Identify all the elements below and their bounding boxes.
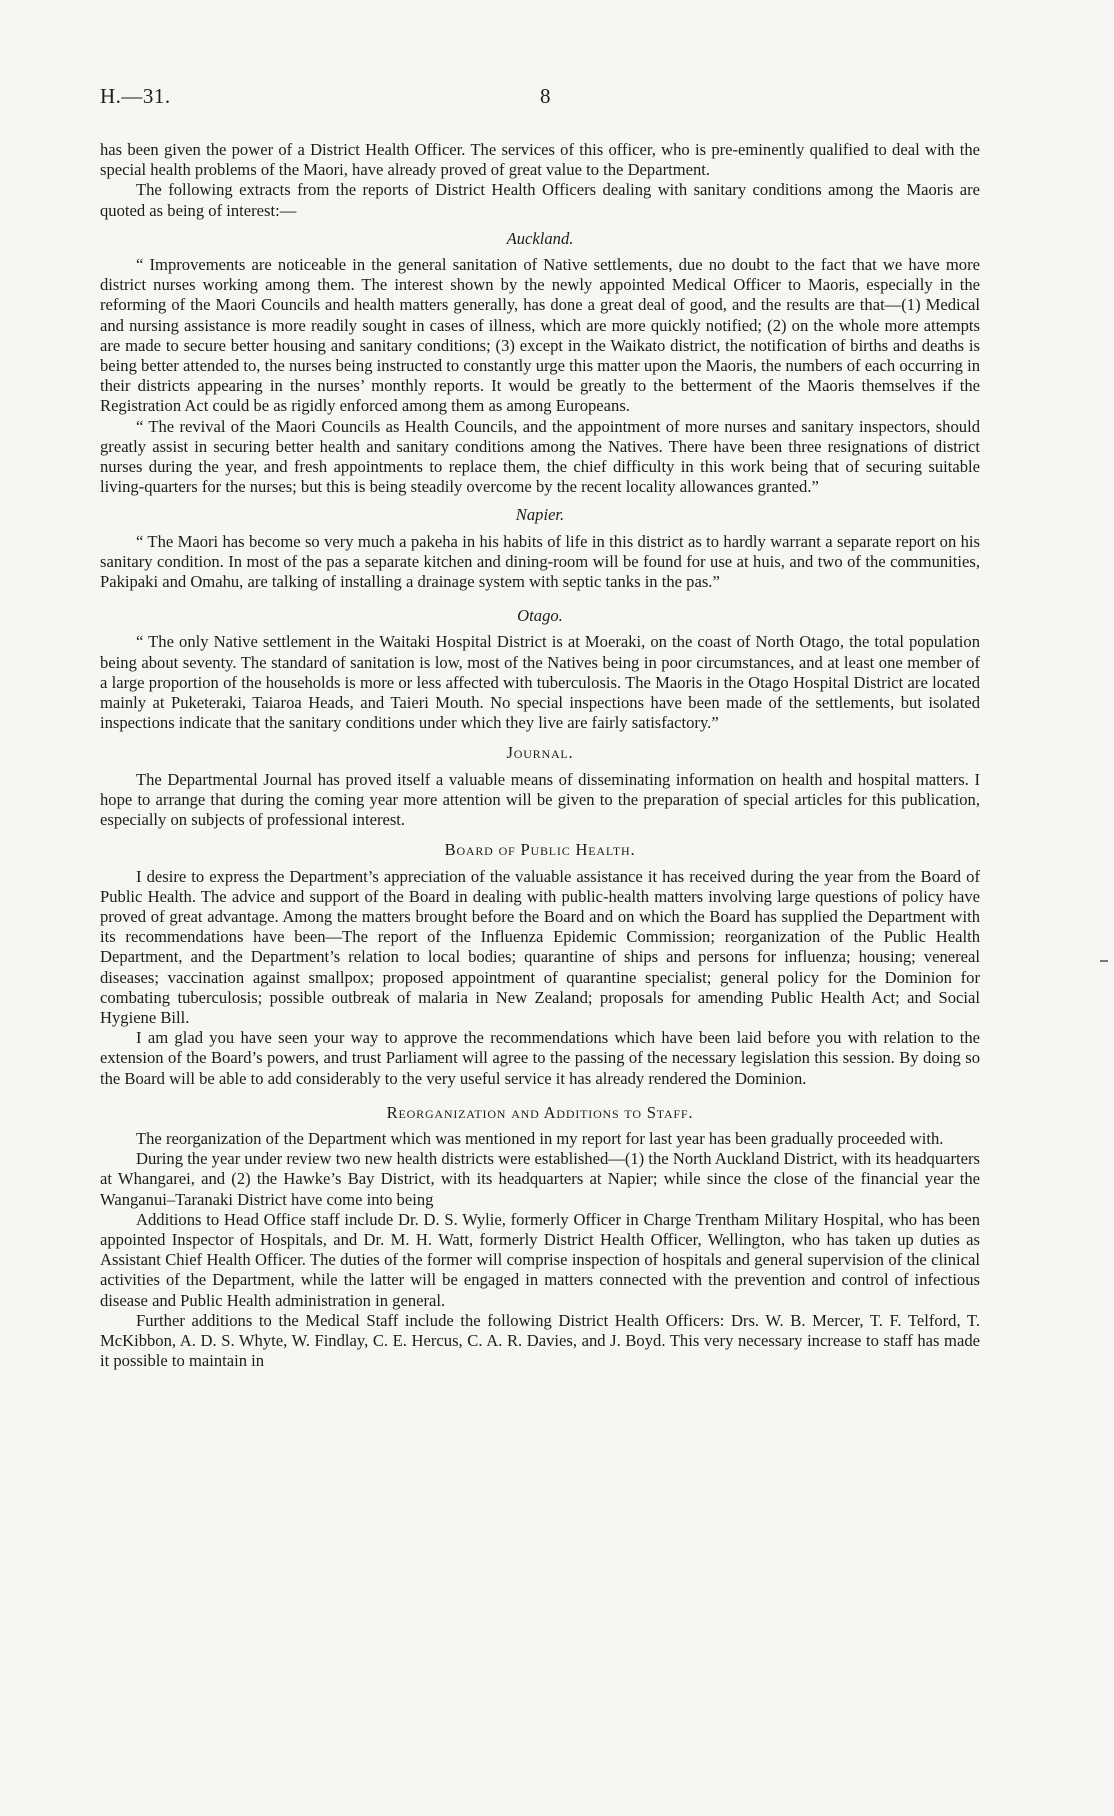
journal-paragraph: The Departmental Journal has proved itself a valuable means of disseminating information on health and hospital matters. I hope to arrange that during the coming year more attention will be given to the preparation of special articles for this publication, especially on subjects of professional interest. bbox=[100, 769, 980, 830]
reorg-paragraph: Further additions to the Medical Staff include the following District Health Officers: Drs. W. B. Mercer, T. F. Telford, T. McKibbon, A. D. S. Whyte, W. Findlay, C. E. Hercus, C. A. R. Davies, and J. Boyd. This very necessary increase to staff has made it possible to maintain in bbox=[100, 1310, 980, 1371]
intro-paragraph: has been given the power of a District Health Officer. The services of this officer, who is pre-eminently qualified to deal with the special health problems of the Maori, have already proved of great value to the Department. bbox=[100, 140, 980, 180]
page-number: 8 bbox=[540, 84, 551, 108]
reorg-paragraph: The reorganization of the Department which was mentioned in my report for last year has been gradually proceeded with. bbox=[136, 1128, 944, 1148]
document-body bbox=[100, 140, 980, 1371]
margin-tick bbox=[1100, 960, 1108, 962]
board-paragraph: I am glad you have seen your way to approve the recommendations which have been laid before you with relation to the extension of the Board’s powers, and trust Parliament will agree to the passing of the necessary legislation this session. By doing so the Board will be able to add considerably to the very useful service it has already rendered the Dominion. bbox=[100, 1028, 980, 1088]
board-paragraph: I desire to express the Department’s appreciation of the valuable assistance it has received during the year from the Board of Public Health. The advice and support of the Board in dealing with public-health matters involving large questions of policy have proved of great advantage. Among the matters brought before the Board and on which the Board has supplied the Department with its recommendations have been—The report of the Influenza Epidemic Commission; reorganization of the Public Health Department, and the Department’s relation to local bodies; quarantine of ships and persons for influenza; housing; venereal diseases; vaccination against smallpox; proposed appointment of quarantine specialist; general policy for the Dominion for combating tuberculosis; possible outbreak of malaria in New Zealand; proposals for amending Public Health Act; and Social Hygiene Bill. bbox=[100, 866, 980, 1027]
reorg-paragraph: During the year under review two new health districts were established—(1) the North Auckland District, with its headquarters at Whangarei, and (2) the Hawke’s Bay District, with its headquarters at Napier; while since the close of the financial year the Wanganui–Taranaki District have come into being bbox=[100, 1149, 980, 1209]
auckland-paragraph: “ The revival of the Maori Councils as Health Councils, and the appointment of more nurses and sanitary inspectors, should greatly assist in securing better health and sanitary conditions among the Natives. There have been three resignations of district nurses during the year, and fresh appointments to replace them, the chief difficulty in this work being that of securing suitable living-quarters for the nurses; but this is being steadily overcome by the recent locality allowances granted.” bbox=[100, 416, 980, 497]
section-heading-napier: Napier. bbox=[515, 505, 565, 525]
section-heading-otago: Otago. bbox=[517, 606, 563, 626]
document-reference: H.—31. bbox=[100, 84, 171, 108]
intro-paragraph: The following extracts from the reports of District Health Officers dealing with sanitary conditions among the Maoris are quoted as being of interest:— bbox=[100, 180, 980, 220]
page-header bbox=[100, 84, 980, 116]
reorg-paragraph: Additions to Head Office staff include Dr. D. S. Wylie, formerly Officer in Charge Trentham Military Hospital, who has been appointed Inspector of Hospitals, and Dr. M. H. Watt, formerly District Health Officer, Wellington, who has taken up duties as Assistant Chief Health Officer. The duties of the former will comprise inspection of hospitals and general supervision of the clinical activities of the Department, while the latter will be engaged in matters connected with the prevention and control of infectious disease and Public Health administration in general. bbox=[100, 1209, 980, 1310]
section-heading-journal: Journal. bbox=[506, 743, 574, 763]
napier-paragraph: “ The Maori has become so very much a pakeha in his habits of life in this district as to hardly warrant a separate report on his sanitary condition. In most of the pas a separate kitchen and dining-room will be found for use at huis, and two of the communities, Pakipaki and Omahu, are talking of installing a drainage system with septic tanks in the pas.” bbox=[100, 531, 980, 592]
section-heading-auckland: Auckland. bbox=[506, 228, 574, 248]
otago-paragraph: “ The only Native settlement in the Waitaki Hospital District is at Moeraki, on the coast of North Otago, the total population being about seventy. The standard of sanitation is low, most of the Natives being in poor circumstances, and at least one member of a large proportion of the households is more or less affected with tuberculosis. The Maoris in the Otago Hospital District are located mainly at Puketeraki, Taiaroa Heads, and Taieri Mouth. No special inspections have been made of the settlements, but isolated inspections indicate that the sanitary conditions under which they live are fairly satisfactory.” bbox=[100, 632, 980, 733]
section-heading-reorganization: Reorganization and Additions to Staff. bbox=[386, 1102, 694, 1122]
auckland-paragraph: “ Improvements are noticeable in the general sanitation of Native settlements, due no doubt to the fact that we have more district nurses working among them. The interest shown by the newly appointed Medical Officer to Maoris, especially in the reforming of the Maori Councils and health matters generally, has done a great deal of good, and the results are that—(1) Medical and nursing assistance is more readily sought in cases of illness, which are more quickly notified; (2) on the whole more attempts are made to secure better housing and sanitary conditions; (3) except in the Waikato district, the notification of births and deaths is being better attended to, the nurses being instructed to constantly urge this matter upon the Maoris, the numbers of each occurring in their districts appearing in the nurses’ monthly reports. It would be greatly to the betterment of the Maoris themselves if the Registration Act could be as rigidly enforced among them as among Europeans. bbox=[100, 255, 980, 416]
section-heading-board: Board of Public Health. bbox=[444, 840, 636, 860]
